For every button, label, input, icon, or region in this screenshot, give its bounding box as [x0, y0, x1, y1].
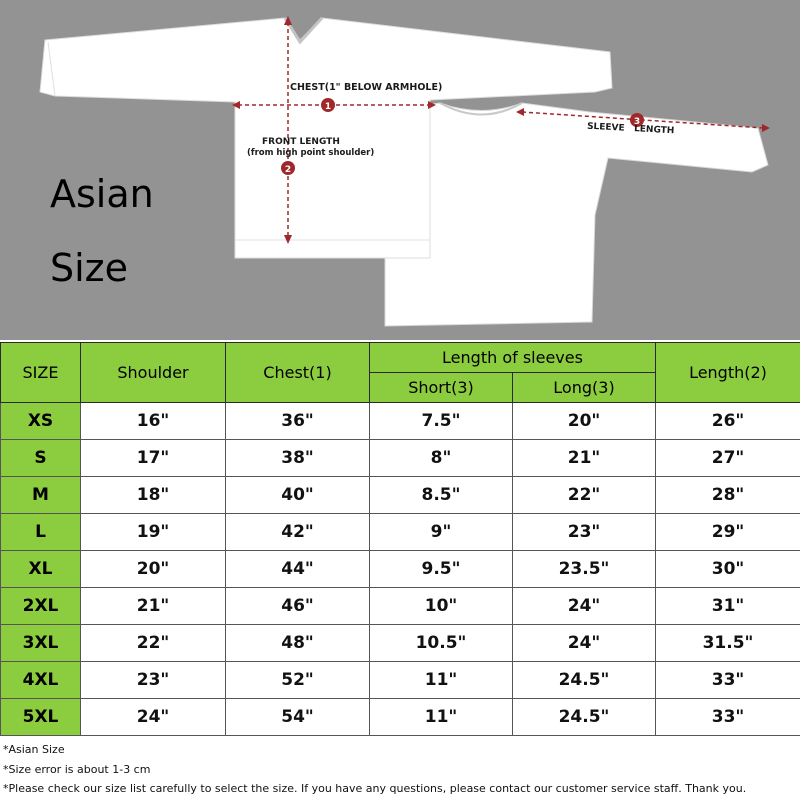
table-row: [1, 551, 800, 588]
front-length-sublabel: (from high point shoulder): [247, 148, 375, 158]
table-row: [1, 588, 800, 625]
table-cell: 26": [656, 403, 800, 440]
note-asian-size: *Asian Size: [3, 743, 65, 756]
table-row: [1, 477, 800, 514]
table-cell: 23": [513, 514, 656, 551]
size-cell: XL: [1, 551, 81, 588]
table-cell: 8.5": [370, 477, 513, 514]
size-cell: M: [1, 477, 81, 514]
table-cell: 10": [370, 588, 513, 625]
table-row: [1, 514, 800, 551]
table-row: [1, 662, 800, 699]
table-cell: 29": [656, 514, 800, 551]
marker-2-label: 2: [284, 165, 292, 175]
table-cell: 54": [226, 699, 370, 736]
table-cell: 8": [370, 440, 513, 477]
size-cell: 5XL: [1, 699, 81, 736]
size-cell: S: [1, 440, 81, 477]
marker-1-label: 1: [324, 102, 332, 112]
table-row: [1, 403, 800, 440]
size-cell: 2XL: [1, 588, 81, 625]
table-cell: 44": [226, 551, 370, 588]
chest-label: CHEST(1" BELOW ARMHOLE): [290, 82, 443, 93]
size-cell: L: [1, 514, 81, 551]
marker-3-label: 3: [633, 117, 641, 127]
size-rows: [1, 403, 800, 736]
back-jersey: [385, 103, 768, 326]
table-cell: 24": [513, 588, 656, 625]
table-cell: 16": [81, 403, 226, 440]
table-cell: 7.5": [370, 403, 513, 440]
table-cell: 31.5": [656, 625, 800, 662]
table-cell: 21": [513, 440, 656, 477]
size-cell: XS: [1, 403, 81, 440]
table-row: [1, 440, 800, 477]
table-cell: 23": [81, 662, 226, 699]
table-cell: 18": [81, 477, 226, 514]
title-size: Size: [50, 246, 129, 290]
size-diagram: [0, 0, 800, 340]
table-cell: 42": [226, 514, 370, 551]
table-cell: 27": [656, 440, 800, 477]
size-table: [0, 342, 800, 736]
table-cell: 17": [81, 440, 226, 477]
note-size-error: *Size error is about 1-3 cm: [3, 762, 151, 776]
table-cell: 22": [81, 625, 226, 662]
table-cell: 24.5": [513, 699, 656, 736]
header-chest: Chest(1): [226, 343, 370, 403]
table-cell: 31": [656, 588, 800, 625]
header-long: Long(3): [513, 373, 656, 403]
table-cell: 48": [226, 625, 370, 662]
sleeve-label-word1: SLEEVE: [586, 121, 625, 134]
size-cell: 4XL: [1, 662, 81, 699]
table-cell: 22": [513, 477, 656, 514]
table-cell: 33": [656, 662, 800, 699]
table-cell: 21": [81, 588, 226, 625]
table-cell: 28": [656, 477, 800, 514]
table-cell: 23.5": [513, 551, 656, 588]
table-cell: 33": [656, 699, 800, 736]
table-cell: 9": [370, 514, 513, 551]
title-asian: Asian: [50, 172, 154, 216]
table-row: [1, 699, 800, 736]
note-check-size: *Please check our size list carefully to select the size. If you have any questions, please contact our customer service staff. Thank you.: [3, 782, 747, 795]
table-row: [1, 625, 800, 662]
front-length-label: FRONT LENGTH: [262, 137, 340, 147]
table-cell: 40": [226, 477, 370, 514]
table-cell: 20": [81, 551, 226, 588]
table-cell: 11": [370, 699, 513, 736]
sleeve-label-word2: LENGTH: [633, 124, 675, 137]
table-cell: 24.5": [513, 662, 656, 699]
table-cell: 9.5": [370, 551, 513, 588]
header-short: Short(3): [370, 373, 513, 403]
header-sleeves: Length of sleeves: [370, 343, 656, 373]
header-size: SIZE: [1, 343, 81, 403]
table-cell: 38": [226, 440, 370, 477]
table-cell: 36": [226, 403, 370, 440]
table-cell: 24": [513, 625, 656, 662]
table-cell: 11": [370, 662, 513, 699]
table-cell: 20": [513, 403, 656, 440]
table-cell: 30": [656, 551, 800, 588]
header-length: Length(2): [656, 343, 800, 403]
notes: [3, 740, 746, 799]
table-cell: 52": [226, 662, 370, 699]
table-cell: 46": [226, 588, 370, 625]
table-cell: 19": [81, 514, 226, 551]
table-cell: 10.5": [370, 625, 513, 662]
size-cell: 3XL: [1, 625, 81, 662]
header-shoulder: Shoulder: [81, 343, 226, 403]
table-cell: 24": [81, 699, 226, 736]
